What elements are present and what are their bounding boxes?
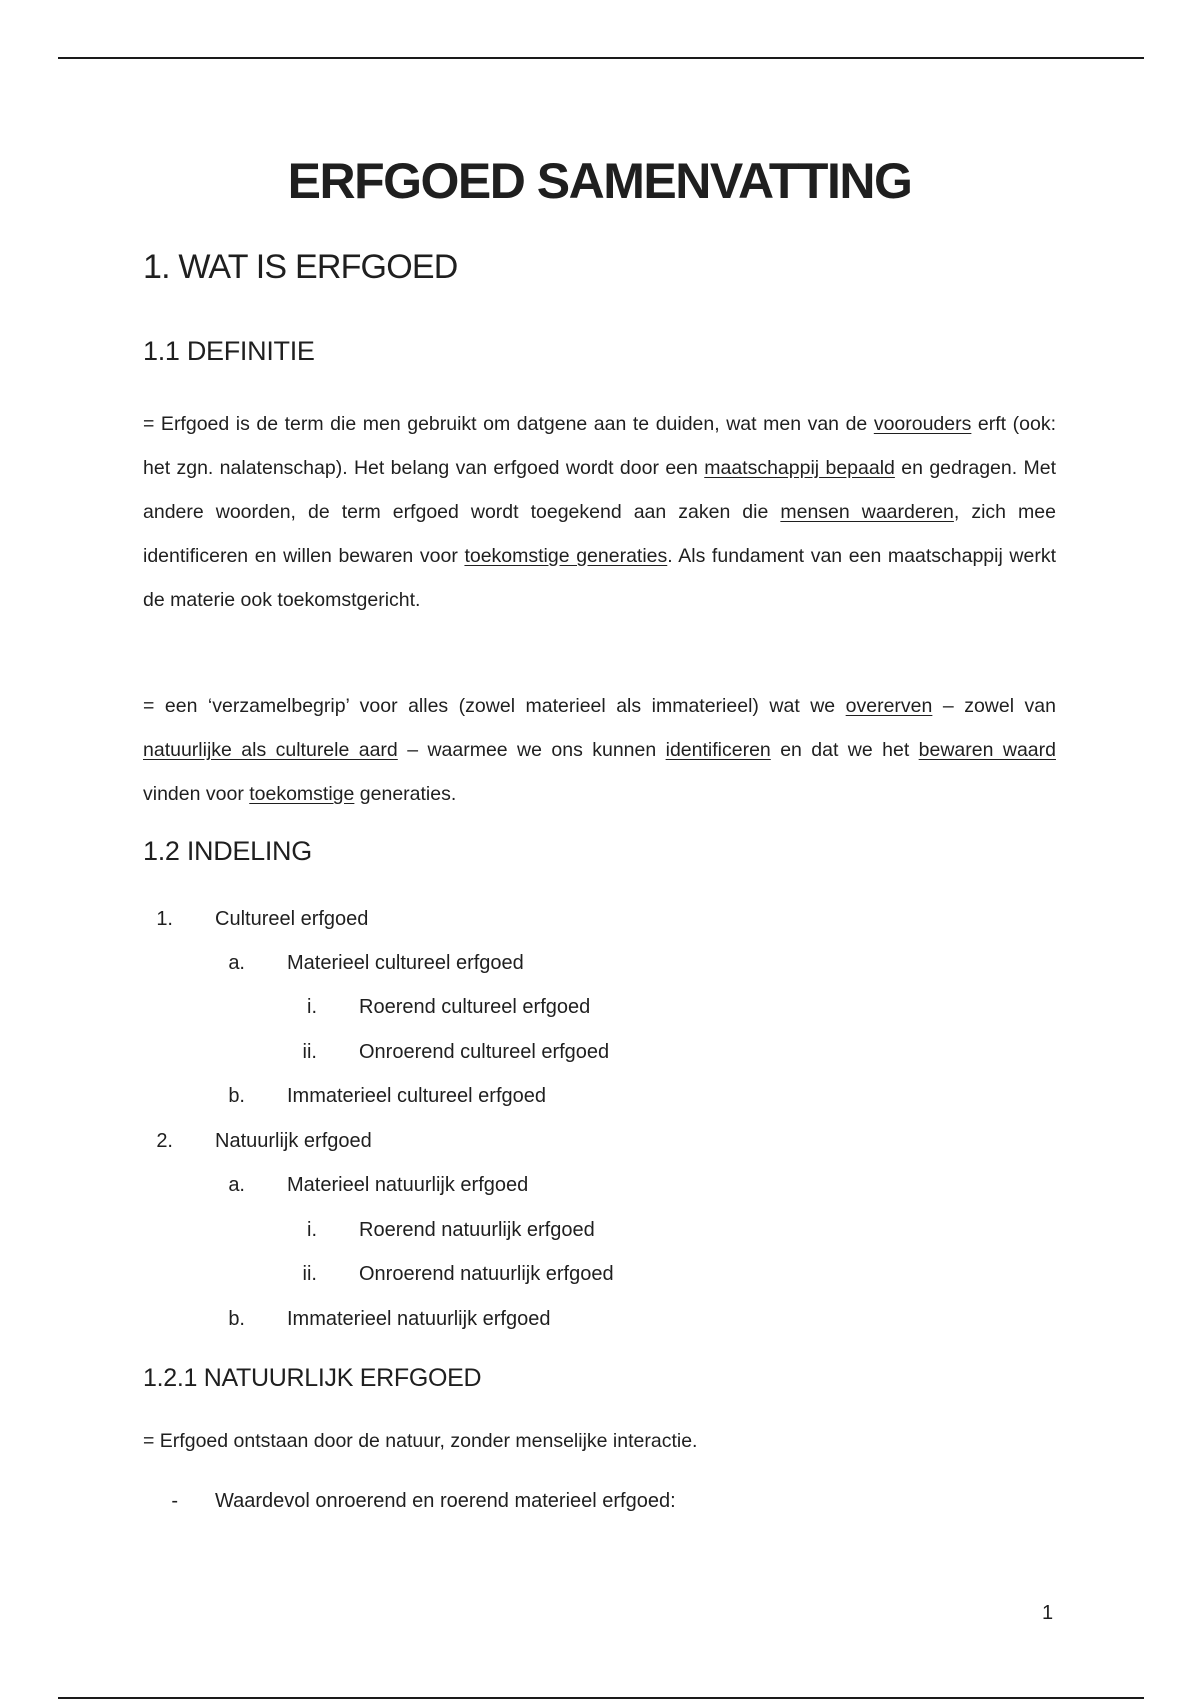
- underlined-term: natuurlijke als culturele aard: [143, 739, 398, 761]
- list-marker: ii.: [302, 1263, 317, 1285]
- footer-rule: [58, 1697, 1144, 1699]
- text: = Erfgoed is de term die men gebruikt om datgene aan te duiden, wat men van de: [143, 413, 874, 435]
- underlined-term: voorouders: [873, 413, 972, 435]
- definition-paragraph-2: [143, 684, 1056, 816]
- text: vinden voor: [143, 783, 250, 805]
- list-marker: ii.: [302, 1041, 317, 1063]
- text: generaties.: [354, 783, 457, 805]
- natuurlijk-definition: = Erfgoed ontstaan door de natuur, zonder menselijke interactie.: [143, 1430, 698, 1452]
- list-label: Materieel natuurlijk erfgoed: [287, 1174, 529, 1196]
- text: , zich mee identificeren en willen bewaren voor: [143, 501, 1056, 567]
- definition-paragraph-1: [143, 402, 1056, 622]
- heading-definitie: 1.1 DEFINITIE: [143, 336, 315, 366]
- list-label: Cultureel erfgoed: [215, 908, 369, 930]
- underlined-term: toekomstige: [249, 783, 355, 805]
- text: en dat we het: [770, 739, 919, 761]
- list-marker: a.: [228, 1174, 245, 1196]
- bullet-label: Waardevol onroerend en roerend materieel erfgoed:: [215, 1490, 676, 1512]
- list-label: Materieel cultureel erfgoed: [287, 952, 524, 974]
- underlined-term: identificeren: [665, 739, 771, 761]
- document-title: ERFGOED SAMENVATTING: [287, 153, 912, 209]
- text: . Als fundament van een maatschappij werkt de materie ook toekomstgericht.: [143, 545, 1057, 611]
- list-marker: i.: [307, 1219, 317, 1241]
- text: – zowel van: [932, 695, 1056, 717]
- list-label: Roerend natuurlijk erfgoed: [359, 1219, 595, 1241]
- list-label: Natuurlijk erfgoed: [215, 1130, 372, 1152]
- list-marker: 2.: [156, 1130, 173, 1152]
- list-label: Immaterieel cultureel erfgoed: [287, 1085, 547, 1107]
- list-marker: b.: [228, 1308, 245, 1330]
- list-marker: b.: [228, 1085, 245, 1107]
- text: erft (ook: het zgn. nalatenschap). Het belang van erfgoed wordt door een: [143, 413, 1056, 479]
- heading-wat-is-erfgoed: 1. WAT IS ERFGOED: [143, 248, 458, 286]
- list-marker: i.: [307, 996, 317, 1018]
- list-label: Onroerend cultureel erfgoed: [359, 1041, 610, 1063]
- header-rule: [58, 57, 1144, 59]
- underlined-term: toekomstige generaties: [464, 545, 668, 567]
- list-marker: 1.: [156, 908, 173, 930]
- underlined-term: maatschappij bepaald: [704, 457, 895, 479]
- heading-indeling: 1.2 INDELING: [143, 836, 312, 866]
- text: = een ‘verzamelbegrip’ voor alles (zowel materieel als immaterieel) wat we: [143, 695, 846, 717]
- underlined-term: overerven: [845, 695, 933, 717]
- underlined-term: bewaren waard: [918, 739, 1056, 761]
- underlined-term: mensen waarderen: [780, 501, 954, 523]
- text: – waarmee we ons kunnen: [397, 739, 666, 761]
- list-label: Roerend cultureel erfgoed: [359, 996, 591, 1018]
- text: en gedragen. Met andere woorden, de term erfgoed wordt toegekend aan zaken die: [143, 457, 1057, 523]
- heading-natuurlijk-erfgoed: 1.2.1 NATUURLIJK ERFGOED: [143, 1364, 482, 1392]
- list-label: Immaterieel natuurlijk erfgoed: [287, 1308, 551, 1330]
- bullet-marker: -: [171, 1490, 178, 1512]
- list-label: Onroerend natuurlijk erfgoed: [359, 1263, 614, 1285]
- list-marker: a.: [228, 952, 245, 974]
- page-number: 1: [1042, 1602, 1054, 1624]
